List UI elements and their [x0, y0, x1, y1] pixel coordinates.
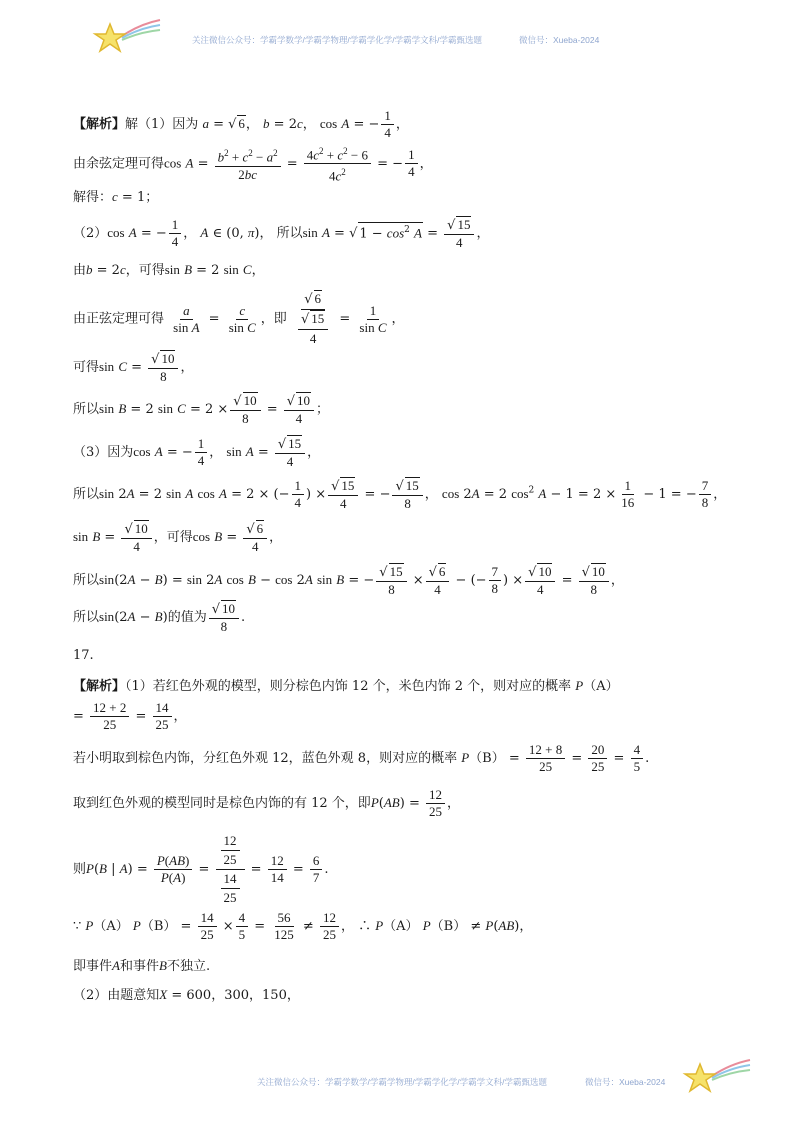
- text: （1）若红色外观的模型，则分棕色内饰 12 个，米色内饰 2 个，则对应的概率: [125, 679, 572, 694]
- star-logo-icon: [92, 16, 162, 58]
- text: 则: [73, 862, 87, 877]
- star-logo-footer-icon: [682, 1056, 752, 1098]
- footer-wechat: 关注微信公众号：学霸学数学/学霸学物理/学霸学化学/学霸学文科/学霸甄选题: [257, 1077, 547, 1087]
- line-14: 所以sin(2A − B)的值为 $\frac{√ 10}{8}$ .: [73, 601, 246, 634]
- text: 所以: [73, 573, 100, 588]
- text: 若小明取到棕色内饰，分红色外观 12，蓝色外观 8，则对应的概率: [73, 751, 458, 766]
- line-7: 可得sin C = $\frac{√ 10}{8}$ ，: [73, 351, 194, 384]
- jiexi-label: 【解析】: [73, 117, 126, 132]
- line-10: 所以sin 2A = 2 sin A cos A = 2 × (− $\frac{1}{4}$ ) × $\frac{√ 15}{4}$ = − $\frac{√ 15}{8}$ ， cos 2A = 2 $\cos^2 A - 1 = 2$ × $\frac{1}{16}$ − 1 = − $\frac{7}{8}$ ，: [73, 478, 727, 511]
- text: ，可得: [153, 530, 193, 545]
- text: 不独立.: [166, 959, 211, 974]
- text: 所以: [73, 610, 100, 625]
- p17-line-6: ∵ P（A） P（B） = $\frac{14}{25}$ × $\frac{4}{5}$ = $\frac{56}{125}$ ≠ $\frac{12}{25}$ ， ∴ P（A） P（B） ≠ P(AB)，: [73, 910, 533, 942]
- text: 即事件: [73, 959, 113, 974]
- text: 可得: [73, 360, 100, 375]
- p17-line-7: 即事件A和事件B不独立.: [73, 958, 211, 974]
- line-12: sin B = $\frac{√ 10}{4}$ ，可得cos B = $\frac{√ 6}{4}$ ，: [73, 521, 283, 554]
- line-2: 由余弦定理可得cos A = $\frac{b^2 + c^2 - a^2}{2bc}$ = $\frac{4c^2 + c^2 - 6}{4c^2}$ = − $\frac{1}{4}$ ，: [73, 143, 433, 185]
- text: （2）: [73, 226, 108, 241]
- line-8: 所以sin B = 2 sin C = 2 × $\frac{√ 10}{8}$ = $\frac{√ 10}{4}$ ；: [73, 393, 330, 426]
- text: ，300，150，: [211, 988, 300, 1003]
- p17-line-5: 则P(B | A) = $\frac{P(AB)}{P(A)}$ = $\frac{\frac{12}{25}}{\frac{14}{25}}$ = $\frac{12}{14}$ = $\frac{6}{7}$ .: [73, 833, 329, 905]
- text: 所以: [73, 487, 100, 502]
- line-1: 【解析】解（1）因为 a = √ 6， b = 2c， cos A = − $\frac{1}{4}$ ，: [73, 108, 409, 140]
- text: 解（1）因为: [125, 117, 199, 132]
- question-17-label: 17.: [73, 648, 94, 663]
- line-3: 解得：c = 1；: [73, 189, 159, 205]
- p17-line-1: 【解析】（1）若红色外观的模型，则分棕色内饰 12 个，米色内饰 2 个，则对应的概率 P（A）: [73, 678, 619, 694]
- text: 解得：: [73, 190, 113, 205]
- text: 由余弦定理可得: [73, 156, 165, 172]
- line-9: （3）因为cos A = − $\frac{1}{4}$ ， sin A = $\frac{√ 15}{4}$ ，: [73, 436, 321, 469]
- text: （2）由题意知: [73, 988, 160, 1003]
- text: （3）因为: [73, 445, 134, 460]
- text: 取到红色外观的模型同时是棕色内饰的有 12 个，即: [73, 796, 371, 811]
- text: 所以: [276, 226, 303, 241]
- line-6: 由正弦定理可得 $\frac{a}{\text{sin A}}$ = $\frac{c}{\text{sin C}}$ ，即 $\frac{√ 6}{\frac{√ 15}{4}}$ = $\frac{1}{\text{sin C}}$ ，: [73, 291, 405, 346]
- footer-id: 微信号：Xueba-2024: [585, 1077, 666, 1087]
- text: 由正弦定理可得: [73, 311, 165, 327]
- text: ，可得: [125, 263, 165, 278]
- text: 和事件: [119, 959, 159, 974]
- line-4: （2）cos A = − $\frac{1}{4}$ ， A ∈ (0, π)， 所以sin A = √ $1 - \cos^2 A$ = $\frac{√ 15}{4}$ ，: [73, 217, 490, 250]
- p17-line-8: （2）由题意知X = 600，300，150，: [73, 987, 300, 1003]
- p17-line-4: 取到红色外观的模型同时是棕色内饰的有 12 个，即P(AB) = $\frac{12}{25}$ ，: [73, 787, 460, 819]
- p17-line-3: 若小明取到棕色内饰，分红色外观 12，蓝色外观 8，则对应的概率 P（B） = $\frac{12 + 8}{25}$ = $\frac{20}{25}$ = $\frac{4}{5}$ .: [73, 742, 650, 774]
- jiexi-label: 【解析】: [73, 679, 126, 694]
- line-13: 所以sin(2A − B) = sin 2A cos B − cos 2A sin B = − $\frac{√ 15}{8}$ × $\frac{√ 6}{4}$ − (− $\frac{7}{8}$ ) × $\frac{√ 10}{4}$ = $\frac{√ 10}{8}$ ，: [73, 564, 624, 597]
- line-5: 由b = 2c，可得sin B = 2 sin C，: [73, 262, 265, 278]
- header-wechat: 关注微信公众号：学霸学数学/学霸学物理/学霸学化学/学霸学文科/学霸甄选题: [192, 35, 482, 45]
- text: ，即: [260, 311, 287, 327]
- p17-line-2: = $\frac{12 + 2}{25}$ = $\frac{14}{25}$ ，: [73, 700, 187, 732]
- text: 所以: [73, 402, 100, 417]
- header-id: 微信号：Xueba-2024: [519, 35, 600, 45]
- text: 的值为: [167, 610, 207, 625]
- text: 由: [73, 263, 87, 278]
